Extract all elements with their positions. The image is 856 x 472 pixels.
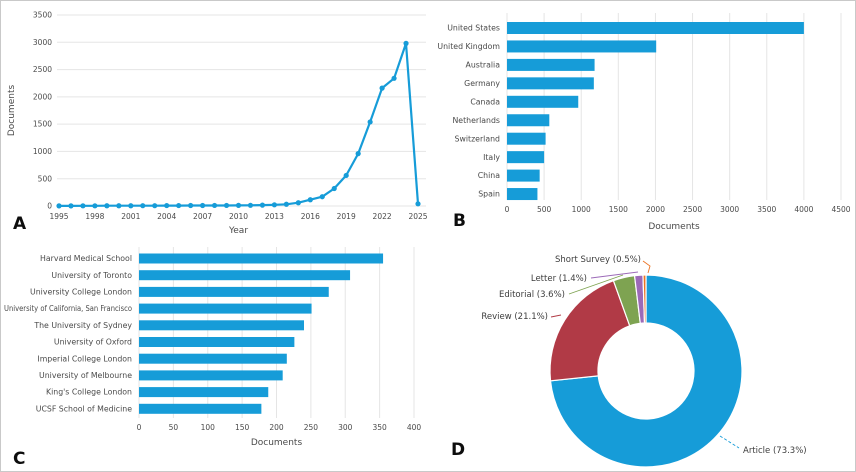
svg-text:1995: 1995 — [49, 212, 69, 221]
svg-text:3500: 3500 — [32, 10, 52, 20]
panel-a-letter: A — [13, 214, 27, 234]
svg-text:350: 350 — [372, 423, 387, 432]
panel-c-documents-by-institution — [1, 241, 429, 472]
svg-text:2500: 2500 — [683, 205, 703, 214]
svg-text:2001: 2001 — [121, 212, 141, 221]
svg-text:2007: 2007 — [193, 212, 213, 221]
bar-chart-documents-by-country — [429, 1, 856, 241]
svg-text:Documents: Documents — [7, 84, 17, 137]
svg-text:Article (73.3%): Article (73.3%) — [743, 446, 807, 456]
svg-text:0: 0 — [504, 205, 510, 214]
svg-text:2013: 2013 — [264, 212, 284, 221]
svg-text:300: 300 — [338, 423, 353, 432]
svg-text:0: 0 — [136, 423, 142, 432]
svg-text:King's College London: King's College London — [45, 387, 132, 397]
svg-text:The University of Sydney: The University of Sydney — [34, 320, 132, 330]
bar-chart-documents-by-institution — [1, 241, 429, 472]
svg-text:UCSF School of Medicine: UCSF School of Medicine — [35, 404, 132, 414]
svg-text:2010: 2010 — [228, 212, 249, 221]
panel-c-letter: C — [13, 449, 26, 469]
svg-text:2500: 2500 — [32, 65, 52, 75]
svg-text:2004: 2004 — [157, 212, 177, 221]
svg-text:University of Oxford: University of Oxford — [53, 337, 132, 347]
svg-text:University College London: University College London — [30, 287, 132, 297]
svg-text:Harvard Medical School: Harvard Medical School — [40, 254, 132, 264]
svg-text:200: 200 — [269, 423, 284, 432]
svg-text:United Kingdom: United Kingdom — [437, 42, 500, 52]
svg-text:4500: 4500 — [831, 205, 851, 214]
panel-a-documents-by-year — [1, 1, 429, 241]
donut-chart-document-types — [429, 241, 856, 472]
svg-text:3000: 3000 — [720, 205, 740, 214]
svg-text:University of California, San: University of California, San Francisco — [4, 304, 133, 314]
svg-text:2019: 2019 — [336, 212, 356, 221]
svg-text:University of Toronto: University of Toronto — [51, 270, 132, 280]
svg-text:Spain: Spain — [478, 189, 500, 199]
svg-text:250: 250 — [303, 423, 319, 432]
panel-d-letter: D — [451, 440, 466, 460]
svg-text:3000: 3000 — [32, 37, 52, 47]
svg-text:400: 400 — [406, 423, 422, 432]
svg-text:0: 0 — [47, 201, 52, 211]
svg-text:2016: 2016 — [300, 212, 320, 221]
svg-text:Documents: Documents — [250, 438, 303, 448]
svg-text:China: China — [477, 171, 500, 181]
svg-text:Germany: Germany — [464, 78, 500, 88]
panel-b-documents-by-country — [429, 1, 856, 241]
svg-text:4000: 4000 — [794, 205, 814, 214]
svg-text:United States: United States — [447, 23, 500, 33]
svg-text:2025: 2025 — [408, 212, 428, 221]
svg-text:Australia: Australia — [465, 60, 500, 70]
svg-text:2022: 2022 — [372, 212, 392, 221]
svg-text:Review (21.1%): Review (21.1%) — [481, 312, 548, 322]
svg-text:1000: 1000 — [32, 147, 52, 157]
svg-text:Imperial College London: Imperial College London — [37, 354, 132, 364]
svg-text:500: 500 — [536, 205, 552, 214]
svg-text:Editorial (3.6%): Editorial (3.6%) — [498, 290, 565, 300]
panel-d-document-types-donut — [429, 241, 856, 472]
svg-text:1000: 1000 — [571, 205, 591, 214]
svg-text:500: 500 — [37, 174, 52, 184]
svg-text:Documents: Documents — [648, 222, 700, 232]
svg-text:Short Survey (0.5%): Short Survey (0.5%) — [554, 255, 641, 265]
svg-text:Canada: Canada — [470, 97, 500, 107]
svg-text:50: 50 — [168, 423, 179, 432]
svg-text:2000: 2000 — [32, 92, 52, 102]
svg-text:1500: 1500 — [608, 205, 628, 214]
svg-text:2000: 2000 — [645, 205, 665, 214]
panel-b-letter: B — [453, 211, 466, 231]
svg-text:Netherlands: Netherlands — [452, 115, 500, 125]
svg-text:Switzerland: Switzerland — [454, 134, 500, 144]
svg-text:150: 150 — [234, 423, 250, 432]
svg-text:University of Melbourne: University of Melbourne — [39, 371, 132, 380]
svg-text:Italy: Italy — [483, 152, 500, 162]
svg-text:Year: Year — [228, 226, 249, 236]
svg-text:3500: 3500 — [757, 205, 777, 214]
svg-text:Letter (1.4%): Letter (1.4%) — [530, 274, 587, 284]
svg-text:1998: 1998 — [85, 212, 105, 221]
svg-text:1500: 1500 — [32, 119, 52, 129]
svg-text:100: 100 — [200, 423, 215, 432]
line-chart-documents-by-year — [1, 1, 429, 241]
